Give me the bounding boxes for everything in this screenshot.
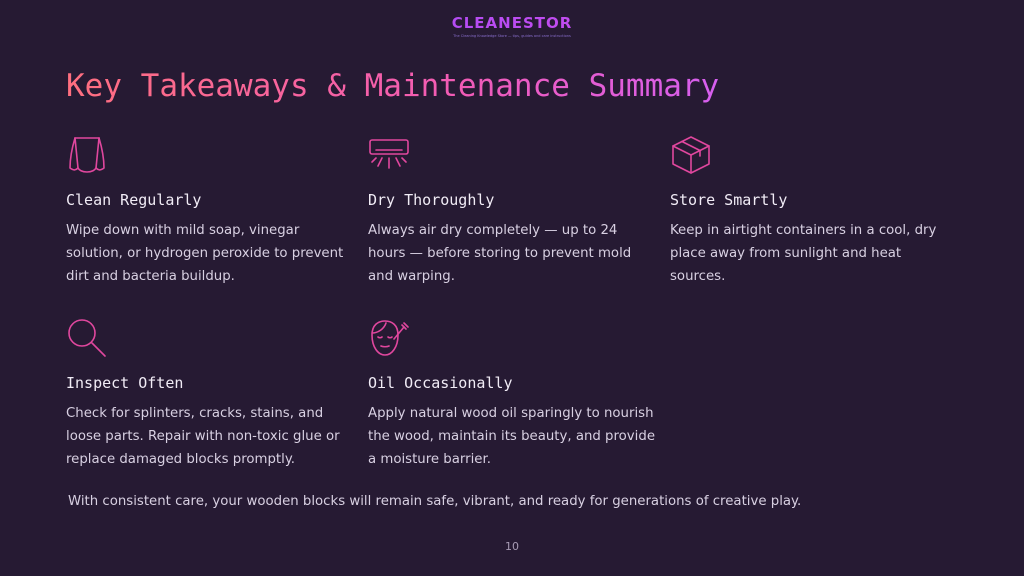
air-conditioner-icon	[368, 134, 410, 176]
card-oil-occasionally	[368, 317, 658, 471]
card-clean-regularly	[66, 134, 356, 288]
card-title: Clean Regularly	[66, 191, 202, 209]
page-title: Key Takeaways & Maintenance Summary	[66, 64, 719, 108]
brand-tagline: The Cleaning Knowledge Store — tips, guides and care instructions	[453, 34, 571, 38]
card-title: Dry Thoroughly	[368, 191, 495, 209]
card-inspect-often	[66, 317, 356, 471]
card-description: Always air dry completely — up to 24 hours — before storing to prevent mold and warping.	[368, 223, 632, 284]
summary-text: With consistent care, your wooden blocks will remain safe, vibrant, and ready for generations of creative play.	[68, 494, 802, 509]
brand-name: CLEANESTOR	[0, 14, 1024, 32]
card-title: Oil Occasionally	[368, 374, 513, 392]
card-title: Store Smartly	[670, 191, 788, 209]
page-number: 10	[505, 540, 519, 553]
box-icon	[670, 134, 712, 176]
card-title: Inspect Often	[66, 374, 184, 392]
card-description: Wipe down with mild soap, vinegar solution, or hydrogen peroxide to prevent dirt and bacteria buildup.	[66, 223, 344, 284]
towel-icon	[66, 134, 108, 176]
card-description: Keep in airtight containers in a cool, dry place away from sunlight and heat sources.	[670, 223, 937, 284]
magnifier-icon	[66, 317, 108, 359]
card-description: Check for splinters, cracks, stains, and loose parts. Repair with non-toxic glue or replace damaged blocks promptly.	[66, 406, 340, 467]
card-dry-thoroughly	[368, 134, 658, 288]
brand-logo	[0, 14, 1024, 39]
face-dropper-icon	[368, 317, 410, 359]
card-description: Apply natural wood oil sparingly to nourish the wood, maintain its beauty, and provide a moisture barrier.	[368, 406, 655, 467]
card-store-smartly	[670, 134, 960, 288]
